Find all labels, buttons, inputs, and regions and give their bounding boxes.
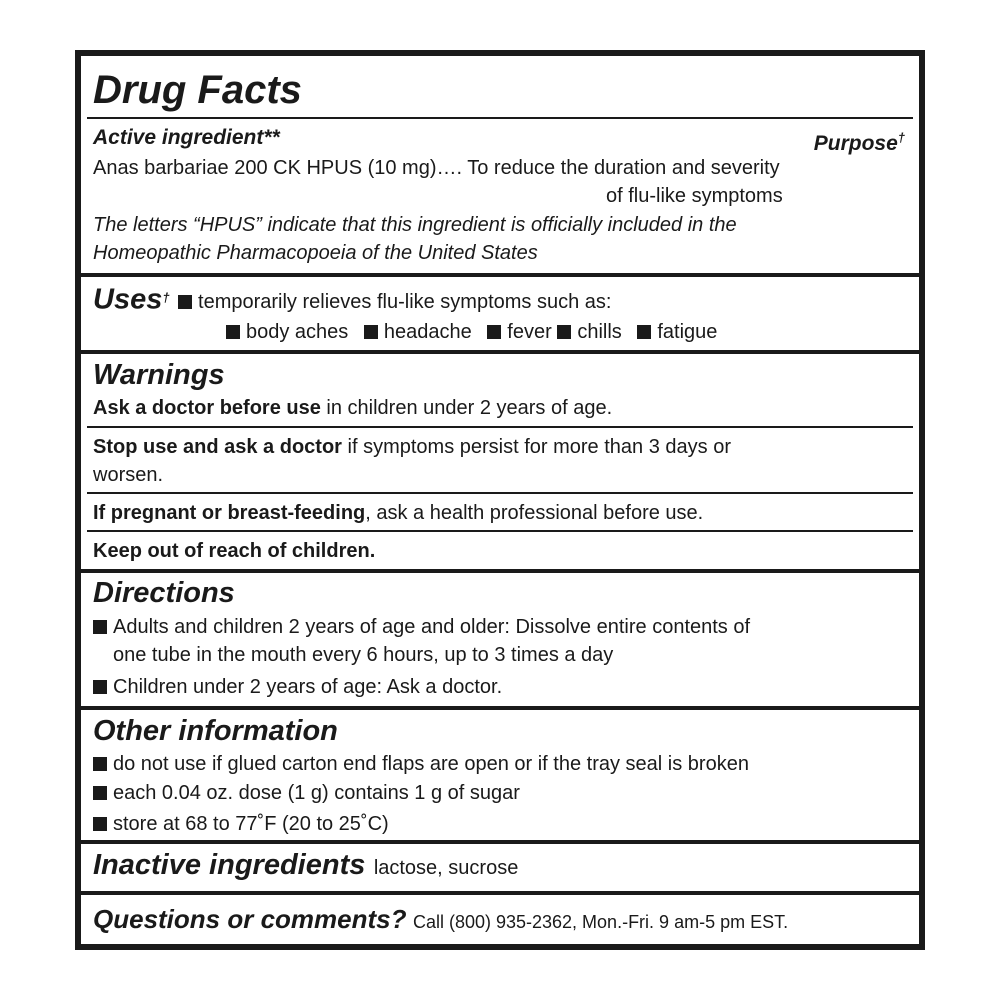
- purpose-dagger: †: [897, 130, 905, 145]
- drug-facts-panel: [75, 50, 925, 950]
- bullet-icon: [178, 295, 192, 309]
- bullet-icon: [93, 786, 107, 800]
- symptom-item: fatigue: [657, 321, 718, 343]
- purpose-heading: [814, 124, 905, 158]
- warning-pregnant: [93, 499, 703, 527]
- questions-label: Questions or comments?: [93, 904, 407, 934]
- uses-symptom-list: [226, 318, 717, 346]
- warning-stop-use-cont: worsen.: [93, 464, 164, 486]
- symptom-item: chills: [577, 321, 622, 343]
- section-divider: [81, 891, 919, 895]
- warning-divider: [87, 492, 913, 494]
- warning-divider: [87, 426, 913, 428]
- other-info-text: do not use if glued carton end flaps are open or if the tray seal is broken: [113, 753, 749, 775]
- warning-keep-out: Keep out of reach of children.: [93, 540, 376, 562]
- bullet-icon: [637, 325, 651, 339]
- hpus-note-line1: The letters “HPUS” indicate that this ingredient is officially included in the: [93, 214, 737, 236]
- direction-adults: [93, 613, 750, 641]
- bullet-icon: [93, 680, 107, 694]
- uses-dagger: †: [162, 290, 170, 305]
- bullet-icon: [93, 757, 107, 771]
- section-divider: [81, 273, 919, 277]
- other-info-text: each 0.04 oz. dose (1 g) contains 1 g of sugar: [113, 782, 520, 804]
- warning-bold: Stop use and ask a doctor: [93, 436, 342, 458]
- inactive-ingredients-line: [93, 848, 518, 887]
- other-info-label: Other information: [93, 715, 338, 747]
- symptom-item: body aches: [246, 321, 349, 343]
- warning-stop-use: [93, 433, 731, 461]
- symptom-item: headache: [383, 321, 472, 343]
- symptom-item: fever: [507, 321, 552, 343]
- bullet-icon: [226, 325, 240, 339]
- questions-text: Call (800) 935-2362, Mon.-Fri. 9 am-5 pm EST.: [412, 912, 789, 932]
- bullet-icon: [557, 325, 571, 339]
- directions-label: Directions: [93, 577, 235, 609]
- warning-ask-doctor: [93, 394, 612, 422]
- purpose-continuation: of flu-like symptoms: [606, 185, 783, 207]
- direction-text: Children under 2 years of age: Ask a doctor.: [113, 676, 503, 698]
- questions-line: [93, 902, 788, 941]
- bullet-icon: [93, 620, 107, 634]
- section-divider: [81, 350, 919, 354]
- other-info-text: store at 68 to 77˚F (20 to 25˚C): [113, 813, 389, 835]
- direction-adults-cont: one tube in the mouth every 6 hours, up to 3 times a day: [113, 644, 614, 666]
- inactive-label: Inactive ingredients: [93, 849, 366, 881]
- section-divider: [81, 569, 919, 573]
- active-ingredient-line: Anas barbariae 200 CK HPUS (10 mg)…. To reduce the duration and severity: [93, 157, 780, 179]
- uses-label: Uses: [93, 283, 163, 316]
- warning-bold: Ask a doctor before use: [93, 397, 321, 419]
- warning-divider: [87, 530, 913, 532]
- purpose-label: Purpose: [813, 132, 898, 155]
- other-info-item: [93, 750, 749, 778]
- bullet-icon: [364, 325, 378, 339]
- warning-text: in children under 2 years of age.: [320, 397, 613, 419]
- bullet-icon: [93, 817, 107, 831]
- other-info-item: [93, 810, 389, 838]
- bullet-icon: [487, 325, 501, 339]
- uses-line: [93, 282, 611, 320]
- warning-bold: If pregnant or breast-feeding: [93, 502, 366, 524]
- direction-text: Adults and children 2 years of age and older: Dissolve entire contents of: [113, 616, 751, 638]
- warning-text: if symptoms persist for more than 3 days or: [341, 436, 731, 458]
- other-info-item: [93, 779, 520, 807]
- uses-intro: temporarily relieves flu-like symptoms such as:: [198, 291, 612, 314]
- section-divider: [81, 840, 919, 844]
- warning-text: , ask a health professional before use.: [365, 502, 704, 524]
- active-ingredient-label: Active ingredient**: [93, 126, 280, 149]
- direction-children: [93, 673, 502, 701]
- hpus-note-line2: Homeopathic Pharmacopoeia of the United States: [93, 242, 538, 264]
- inactive-text: lactose, sucrose: [373, 857, 519, 879]
- warnings-label: Warnings: [93, 359, 225, 391]
- page-title: Drug Facts: [93, 68, 302, 112]
- section-divider: [81, 706, 919, 710]
- title-divider: [87, 117, 913, 119]
